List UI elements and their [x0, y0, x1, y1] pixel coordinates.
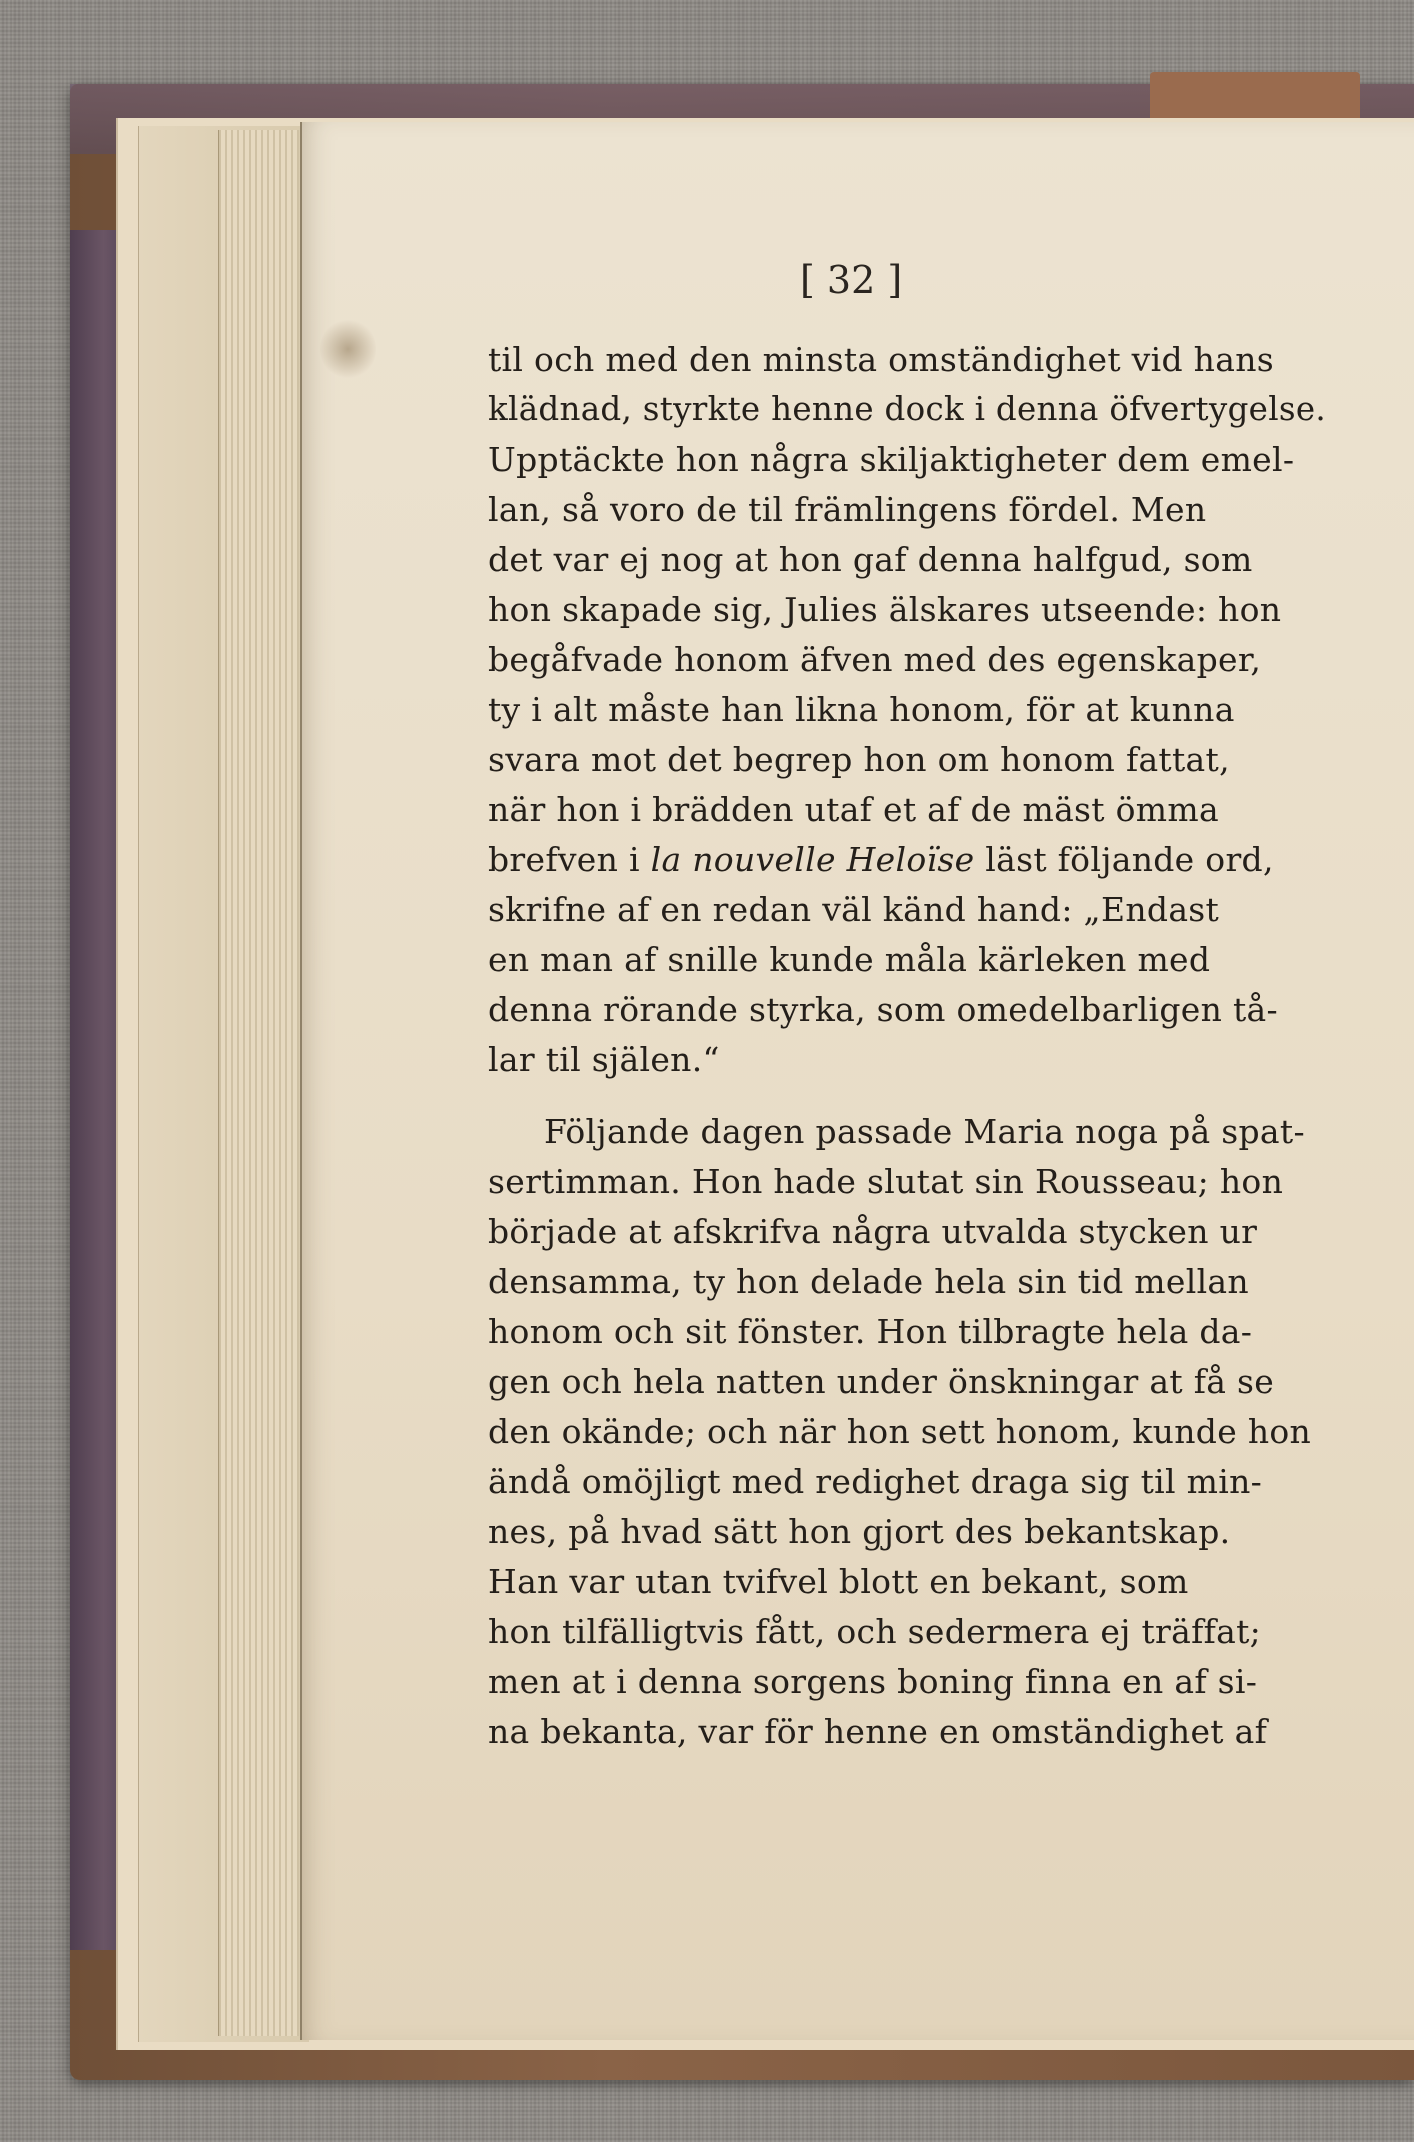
text-line: til och med den minsta omständighet vid hans — [488, 340, 1274, 379]
text-line: svara mot det begrep hon om honom fattat, — [488, 740, 1230, 779]
text-line: men at i denna sorgens boning finna en af si- — [488, 1662, 1258, 1701]
text-line: en man af snille kunde måla kärleken med — [488, 940, 1211, 979]
page-edges-gutter — [218, 130, 299, 2036]
page-number: [ 32 ] — [800, 258, 903, 302]
text-line: honom och sit fönster. Hon tilbragte hela da- — [488, 1312, 1253, 1351]
text-line: klädnad, styrkte henne dock i denna öfvertygelse. — [488, 390, 1327, 428]
text-line: Han var utan tvifvel blott en bekant, som — [488, 1562, 1189, 1601]
text-line-with-italic-title — [488, 840, 1274, 879]
text-line: den okände; och när hon sett honom, kunde hon — [488, 1412, 1312, 1451]
text-line: ty i alt måste han likna honom, för at kunna — [488, 690, 1235, 729]
text-line: det var ej nog at hon gaf denna halfgud, som — [488, 540, 1253, 579]
text-line: Upptäckte hon några skiljaktigheter dem emel- — [488, 440, 1295, 479]
text-line: hon tilfälligtvis fått, och sedermera ej träffat; — [488, 1612, 1262, 1651]
text-line: ändå omöjligt med redighet draga sig til min- — [488, 1462, 1263, 1501]
paragraph-first-line: Följande dagen passade Maria noga på spat- — [544, 1112, 1305, 1151]
text-line: sertimman. Hon hade slutat sin Rousseau; hon — [488, 1162, 1284, 1201]
book-title-italic: la nouvelle Heloïse — [650, 840, 975, 879]
text-line: na bekanta, var för henne en omständighet af — [488, 1712, 1268, 1751]
text-line: när hon i brädden utaf et af de mäst ömma — [488, 790, 1219, 829]
text-line: gen och hela natten under önskningar at få se — [488, 1362, 1275, 1401]
text-line: hon skapade sig, Julies älskares utseende: hon — [488, 590, 1282, 629]
text-line: densamma, ty hon delade hela sin tid mellan — [488, 1262, 1249, 1301]
text-line: lan, så voro de til främlingens fördel. Men — [488, 490, 1207, 529]
text-line: skrifne af en redan väl känd hand: „Endast — [488, 890, 1220, 929]
text-line: nes, på hvad sätt hon gjort des bekantskap. — [488, 1512, 1231, 1551]
text-line: lar til själen.“ — [488, 1040, 720, 1079]
text-line: denna rörande styrka, som omedelbarligen tå- — [488, 990, 1278, 1029]
page-stain — [320, 318, 376, 380]
text-fragment: brefven i — [488, 840, 640, 879]
text-line: började at afskrifva några utvalda stycken ur — [488, 1212, 1258, 1251]
text-line: begåfvade honom äfven med des egenskaper, — [488, 640, 1262, 679]
text-fragment: läst följande ord, — [985, 840, 1274, 879]
